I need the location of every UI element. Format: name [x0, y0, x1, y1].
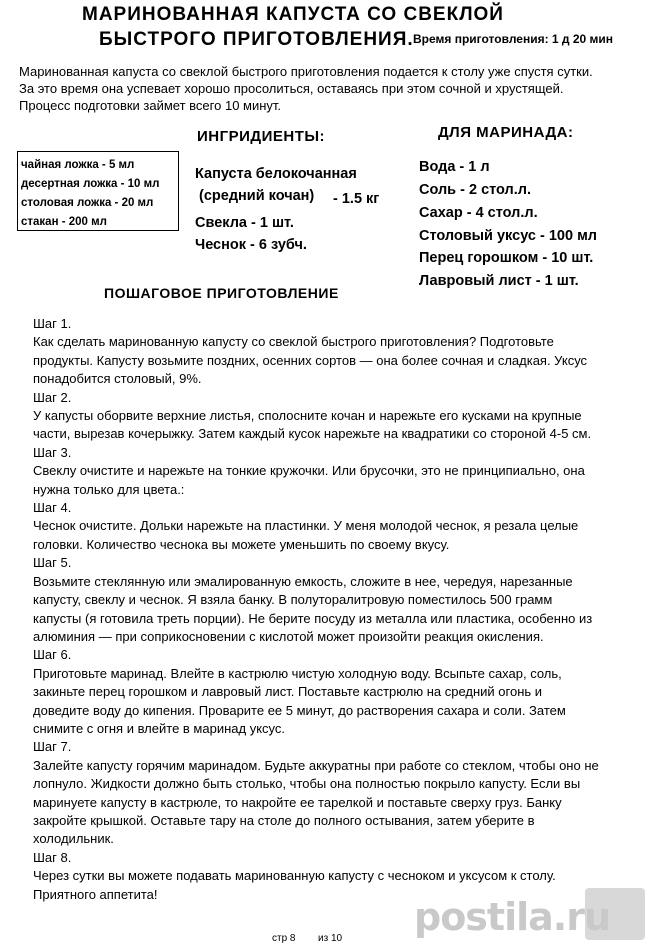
- step-text: закиньте перец горошком и лавровый лист. Поставьте кастрюлю на средний огонь и: [33, 684, 543, 700]
- marinade-item: Сахар - 4 стол.л.: [419, 205, 538, 221]
- intro-line-3: Процесс подготовки займет всего 10 минут.: [19, 98, 282, 113]
- step-label: Шаг 7.: [33, 739, 72, 755]
- marinade-item: Столовый уксус - 100 мл: [419, 228, 598, 244]
- ingredient-amount: - 1.5 кг: [333, 191, 380, 207]
- measure-item: десертная ложка - 10 мл: [21, 178, 160, 190]
- measure-item: столовая ложка - 20 мл: [21, 197, 154, 209]
- step-label: Шаг 4.: [33, 500, 72, 516]
- step-text: маринуете капусту в кастрюле, то накройте ее тарелкой и поставьте сверху груз. Банку: [33, 794, 562, 810]
- step-text: головки. Количество чеснока вы можете уменьшить по своему вкусу.: [33, 536, 450, 552]
- step-text: Залейте капусту горячим маринадом. Будьте аккуратны при работе со стеклом, чтобы оно не: [33, 757, 599, 773]
- step-text: снимите с огня и влейте в маринад уксус.: [33, 720, 285, 736]
- marinade-item: Соль - 2 стол.л.: [419, 182, 532, 198]
- step-text: лопнуло. Жидкости должно быть столько, чтобы она полностью покрыло капусту. Если вы: [33, 776, 581, 792]
- step-text: Приготовьте маринад. Влейте в кастрюлю чистую холодную воду. Всыпьте сахар, соль,: [33, 665, 562, 681]
- footer-total: из 10: [318, 933, 343, 944]
- marinade-item: Лавровый лист - 1 шт.: [419, 273, 579, 289]
- measure-item: стакан - 200 мл: [21, 216, 107, 228]
- step-label: Шаг 1.: [33, 316, 72, 331]
- footer-page: стр 8: [272, 933, 296, 944]
- step-text: Приятного аппетита!: [33, 886, 158, 902]
- ingredients-heading: ИНГРИДИЕНТЫ:: [197, 128, 326, 145]
- step-label: Шаг 5.: [33, 555, 72, 571]
- marinade-item: Вода - 1 л: [419, 159, 490, 175]
- intro-line-2: За это время она успевает хорошо просолиться, оставаясь при этом сочной и хрустящей.: [19, 81, 564, 96]
- step-text: Возьмите стеклянную или эмалированную емкость, сложите в нее, чередуя, нарезанные: [33, 573, 573, 589]
- step-text: капусты (я готовила треть порции). Не берите посуду из металла или пластика, особенно из: [33, 610, 593, 626]
- ingredient-line: (средний кочан): [199, 188, 315, 204]
- steps-heading: ПОШАГОВОЕ ПРИГОТОВЛЕНИЕ: [104, 285, 339, 301]
- ingredient-line: Свекла - 1 шт.: [195, 215, 294, 231]
- measures-box: [17, 151, 179, 231]
- watermark: postila.ru: [414, 895, 611, 939]
- step-text: части, вырезав кочерыжку. Затем каждый кусок нарежьте на квадратики со стороной 4-5 см.: [33, 426, 592, 442]
- marinade-heading: ДЛЯ МАРИНАДА:: [438, 124, 574, 141]
- step-text: понадобится столовый, 9%.: [33, 371, 202, 387]
- ingredient-line: Чеснок - 6 зубч.: [195, 237, 307, 253]
- step-text: доведите воду до кипения. Проварите ее 5 минут, до растворения сахара и соли. Затем: [33, 702, 566, 718]
- step-text: У капусты оборвите верхние листья, сполосните кочан и нарежьте его кусками на крупные: [33, 408, 582, 424]
- step-text: нужна только для цвета.:: [33, 481, 185, 497]
- steps-body: [33, 315, 648, 904]
- prep-time: Время приготовления: 1 д 20 мин: [413, 32, 614, 46]
- step-text: Чеснок очистите. Дольки нарежьте на пластинки. У меня молодой чеснок, я резала целые: [33, 518, 579, 534]
- marinade-item: Перец горошком - 10 шт.: [419, 250, 594, 266]
- step-label: Шаг 8.: [33, 849, 72, 865]
- step-text: холодильник.: [33, 831, 114, 847]
- step-label: Шаг 3.: [33, 444, 72, 460]
- step-text: закройте крышкой. Оставьте тару на столе до полного остывания, затем уберите в: [33, 812, 535, 828]
- measure-item: чайная ложка - 5 мл: [21, 159, 135, 171]
- title-line-2: БЫСТРОГО ПРИГОТОВЛЕНИЯ.: [99, 29, 414, 50]
- intro-line-1: Маринованная капуста со свеклой быстрого приготовления подается к столу уже спустя сутки.: [19, 64, 593, 79]
- step-text: Через сутки вы можете подавать маринованную капусту с чесноком и уксусом к столу.: [33, 868, 556, 884]
- step-label: Шаг 6.: [33, 647, 72, 663]
- step-text: алюминия — при соприкосновении с кислотой может произойти реакция окисления.: [33, 628, 544, 644]
- step-text: Как сделать маринованную капусту со свеклой быстрого приготовления? Подготовьте: [33, 334, 554, 350]
- step-text: Свеклу очистите и нарежьте на тонкие кружочки. Или брусочки, это не принципиально, она: [33, 463, 585, 479]
- step-label: Шаг 2.: [33, 389, 72, 405]
- step-text: продукты. Капусту возьмите поздних, осенних сортов — она более сочная и сладкая. Уксус: [33, 352, 588, 368]
- step-text: капусту, свеклу и чеснок. Я взяла банку. В полуторалитровую поместилось 500 грамм: [33, 592, 553, 608]
- ingredient-line: Капуста белокочанная: [195, 166, 357, 182]
- title-line-1: МАРИНОВАННАЯ КАПУСТА СО СВЕКЛОЙ: [82, 4, 504, 25]
